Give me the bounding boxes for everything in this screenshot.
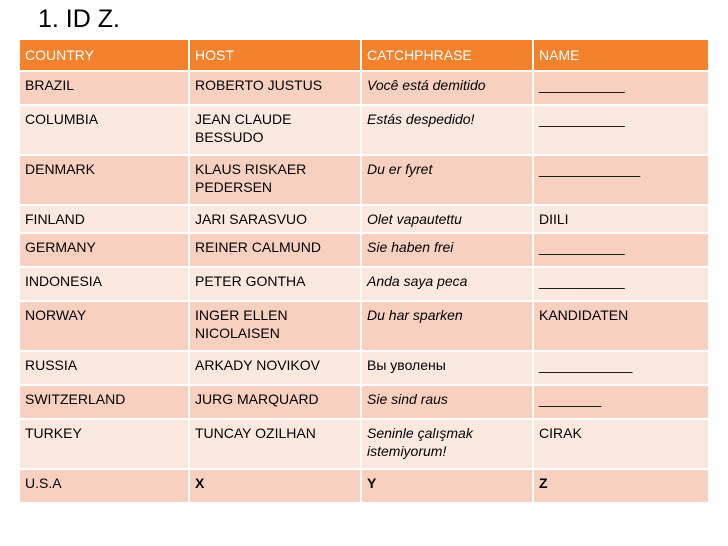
catchphrase-cell: Du har sparken bbox=[360, 300, 532, 350]
table-row bbox=[20, 384, 708, 418]
name-cell: Z bbox=[532, 468, 708, 502]
country-cell: GERMANY bbox=[20, 232, 188, 266]
catchphrase-cell: Anda saya peca bbox=[360, 266, 532, 300]
table-row bbox=[20, 350, 708, 384]
catchphrase-cell: Du er fyret bbox=[360, 154, 532, 204]
table-row bbox=[20, 104, 708, 154]
catchphrase-cell: Вы уволены bbox=[360, 350, 532, 384]
host-cell: ROBERTO JUSTUS bbox=[188, 70, 360, 104]
name-cell: ____________ bbox=[532, 350, 708, 384]
table-row bbox=[20, 468, 708, 502]
country-cell: TURKEY bbox=[20, 418, 188, 468]
table-row bbox=[20, 70, 708, 104]
slide-title: 1. ID Z. bbox=[38, 5, 120, 33]
catchphrase-cell: Você está demitido bbox=[360, 70, 532, 104]
country-cell: BRAZIL bbox=[20, 70, 188, 104]
host-cell: JEAN CLAUDE BESSUDO bbox=[188, 104, 360, 154]
host-cell: KLAUS RISKAER PEDERSEN bbox=[188, 154, 360, 204]
host-cell: TUNCAY OZILHAN bbox=[188, 418, 360, 468]
country-cell: U.S.A bbox=[20, 468, 188, 502]
catchphrase-cell: Olet vapautettu bbox=[360, 204, 532, 232]
country-cell: DENMARK bbox=[20, 154, 188, 204]
column-header-host: HOST bbox=[188, 40, 360, 70]
column-header-country: COUNTRY bbox=[20, 40, 188, 70]
host-cell: REINER CALMUND bbox=[188, 232, 360, 266]
name-cell: ___________ bbox=[532, 70, 708, 104]
country-cell: INDONESIA bbox=[20, 266, 188, 300]
table-row bbox=[20, 204, 708, 232]
catchphrase-cell: Sie sind raus bbox=[360, 384, 532, 418]
host-cell: X bbox=[188, 468, 360, 502]
catchphrase-cell: Y bbox=[360, 468, 532, 502]
table-header-row bbox=[20, 40, 708, 70]
name-cell: ___________ bbox=[532, 266, 708, 300]
host-cell: JURG MARQUARD bbox=[188, 384, 360, 418]
table-row bbox=[20, 418, 708, 468]
country-cell: COLUMBIA bbox=[20, 104, 188, 154]
column-header-name: NAME bbox=[532, 40, 708, 70]
catchphrase-cell: Estás despedido! bbox=[360, 104, 532, 154]
table-row bbox=[20, 266, 708, 300]
name-cell: ________ bbox=[532, 384, 708, 418]
host-cell: PETER GONTHA bbox=[188, 266, 360, 300]
catchphrase-cell: Sie haben frei bbox=[360, 232, 532, 266]
table-row bbox=[20, 154, 708, 204]
name-cell: CIRAK bbox=[532, 418, 708, 468]
host-cell: JARI SARASVUO bbox=[188, 204, 360, 232]
table-row bbox=[20, 300, 708, 350]
name-cell: ___________ bbox=[532, 104, 708, 154]
name-cell: _____________ bbox=[532, 154, 708, 204]
catchphrase-cell: Seninle çalışmak istemiyorum! bbox=[360, 418, 532, 468]
column-header-catchphrase: CATCHPHRASE bbox=[360, 40, 532, 70]
host-cell: ARKADY NOVIKOV bbox=[188, 350, 360, 384]
country-cell: RUSSIA bbox=[20, 350, 188, 384]
table-row bbox=[20, 232, 708, 266]
country-cell: NORWAY bbox=[20, 300, 188, 350]
host-cell: INGER ELLEN NICOLAISEN bbox=[188, 300, 360, 350]
country-cell: FINLAND bbox=[20, 204, 188, 232]
hosts-table bbox=[20, 40, 708, 502]
name-cell: KANDIDATEN bbox=[532, 300, 708, 350]
name-cell: ___________ bbox=[532, 232, 708, 266]
country-cell: SWITZERLAND bbox=[20, 384, 188, 418]
name-cell: DIILI bbox=[532, 204, 708, 232]
